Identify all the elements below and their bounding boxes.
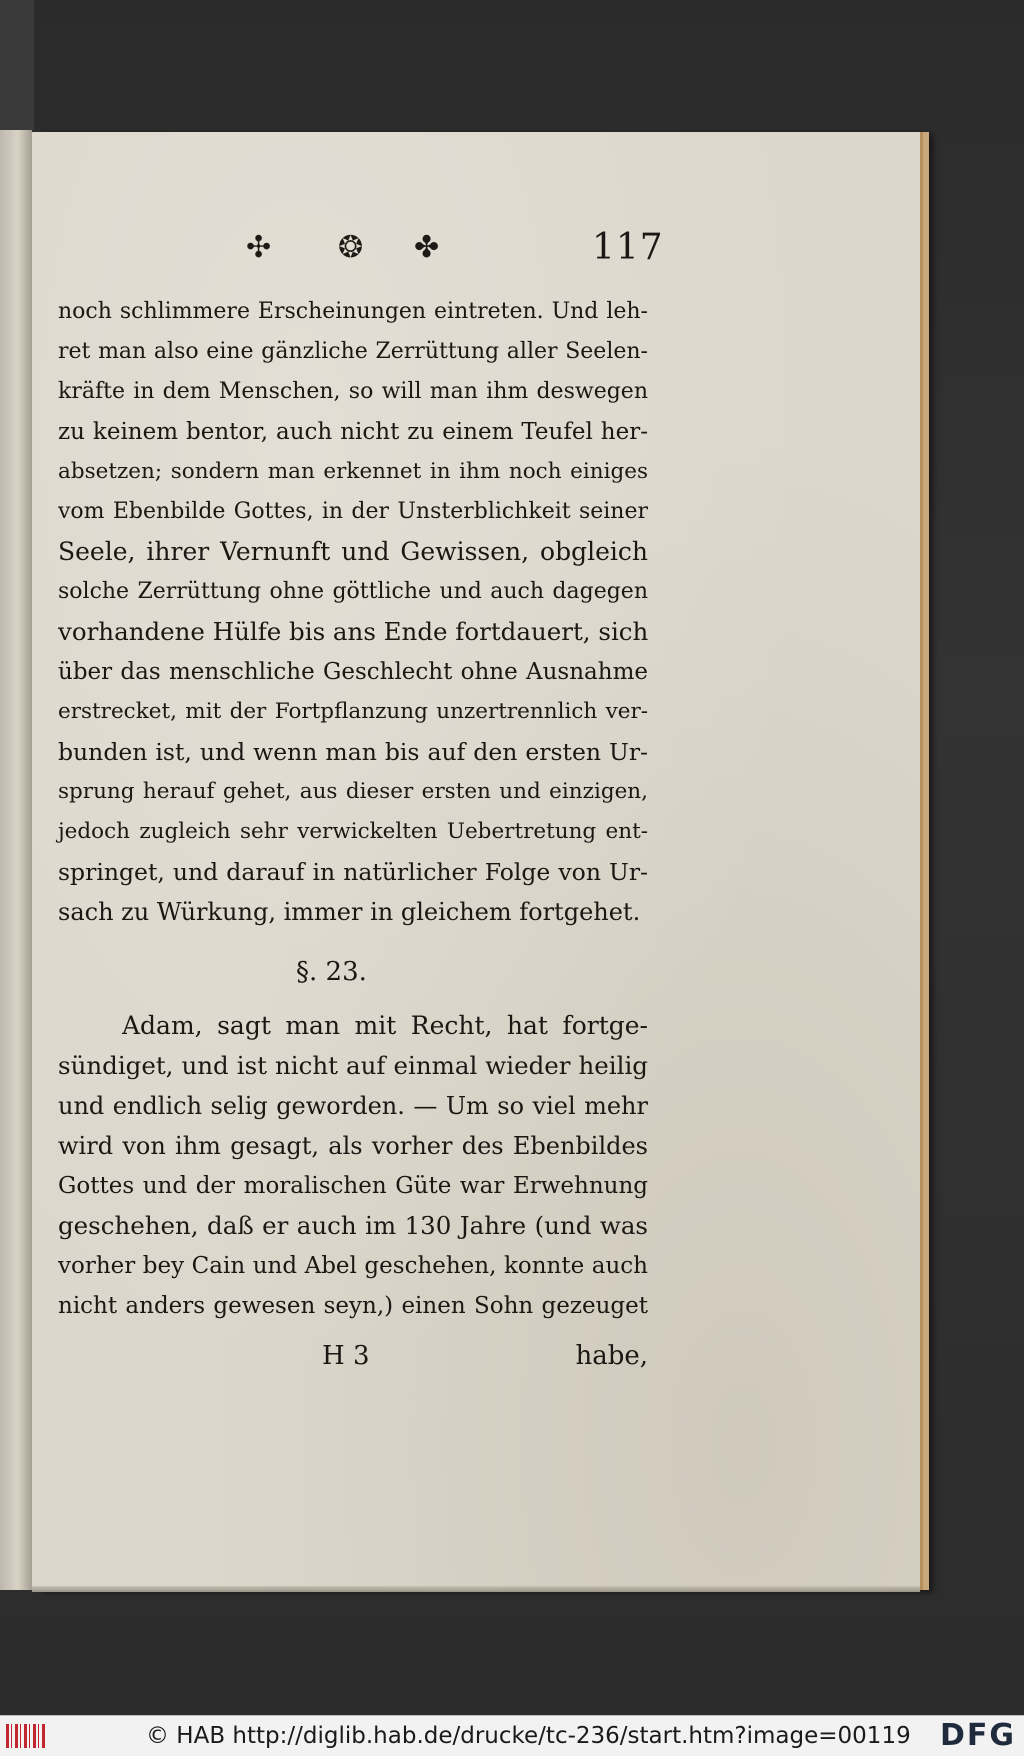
text-line: wird von ihm gesagt, als vorher des Ebenbildes — [58, 1132, 648, 1160]
text-line: Adam, sagt man mit Recht, hat fortge- — [122, 1011, 648, 1040]
copyright-link[interactable]: © HAB http://diglib.hab.de/drucke/tc-236/start.htm?image=00119 — [146, 1723, 911, 1749]
text-line: vorhandene Hülfe bis ans Ende fortdauert, sich — [58, 617, 649, 646]
viewer-footer-bar — [0, 1715, 1024, 1756]
text-line: erstrecket, mit der Fortpflanzung unzertrennlich ver- — [58, 699, 648, 724]
text-line: ret man also eine gänzliche Zerrüttung aller Seelen- — [58, 339, 648, 364]
text-line: vom Ebenbilde Gottes, in der Unsterblichkeit seiner — [58, 499, 648, 524]
text-line: sündiget, und ist nicht auf einmal wieder heilig — [58, 1051, 648, 1080]
paragraph-section-23 — [58, 1006, 648, 1326]
page-header — [246, 227, 664, 268]
text-line: geschehen, daß er auch im 130 Jahre (und was — [58, 1211, 648, 1240]
ornament-right-icon: ✤ — [414, 230, 440, 265]
text-line: sach zu Würkung, immer in gleichem fortgehet. — [58, 898, 641, 926]
section-heading: §. 23. — [296, 957, 367, 987]
barcode-icon — [6, 1724, 46, 1748]
page-number: 117 — [592, 227, 664, 268]
text-line: nicht anders gewesen seyn,) einen Sohn gezeuget — [58, 1293, 648, 1319]
ornament-left-icon: ✣ — [246, 230, 272, 265]
paragraph-continuation — [58, 292, 648, 932]
binding-shadow — [0, 0, 34, 130]
text-line: kräfte in dem Menschen, so will man ihm deswegen — [58, 379, 648, 404]
binding-strip — [0, 130, 32, 1590]
ornament-middle-icon: ❂ — [338, 230, 364, 265]
text-line: absetzen; sondern man erkennet in ihm noch einiges — [58, 459, 648, 484]
page-edge — [32, 1586, 920, 1592]
text-line: und endlich selig geworden. — Um so viel mehr — [58, 1092, 648, 1120]
text-line: jedoch zugleich sehr verwickelten Uebertretung ent- — [58, 819, 648, 844]
text-line: noch schlimmere Erscheinungen eintreten. Und leh- — [58, 299, 648, 324]
text-line: über das menschliche Geschlecht ohne Ausnahme — [58, 659, 648, 685]
text-line: solche Zerrüttung ohne göttliche und auch dagegen — [58, 579, 648, 604]
signature-mark: H 3 — [322, 1341, 370, 1371]
text-line: springet, und darauf in natürlicher Folge von Ur- — [58, 858, 648, 886]
text-line: bunden ist, und wenn man bis auf den ersten Ur- — [58, 738, 648, 766]
text-line: Seele, ihrer Vernunft und Gewissen, obgleich — [58, 537, 648, 566]
text-line: sprung herauf gehet, aus dieser ersten und einzigen, — [58, 779, 648, 804]
page-footer — [58, 1336, 648, 1376]
catchword: habe, — [575, 1341, 648, 1371]
text-line: zu keinem bentor, auch nicht zu einem Teufel her- — [58, 419, 648, 445]
text-line: vorher bey Cain und Abel geschehen, konnte auch — [58, 1253, 648, 1279]
dfg-logo: DFG — [939, 1718, 1016, 1753]
text-line: Gottes und der moralischen Güte war Erwehnung — [58, 1173, 648, 1199]
